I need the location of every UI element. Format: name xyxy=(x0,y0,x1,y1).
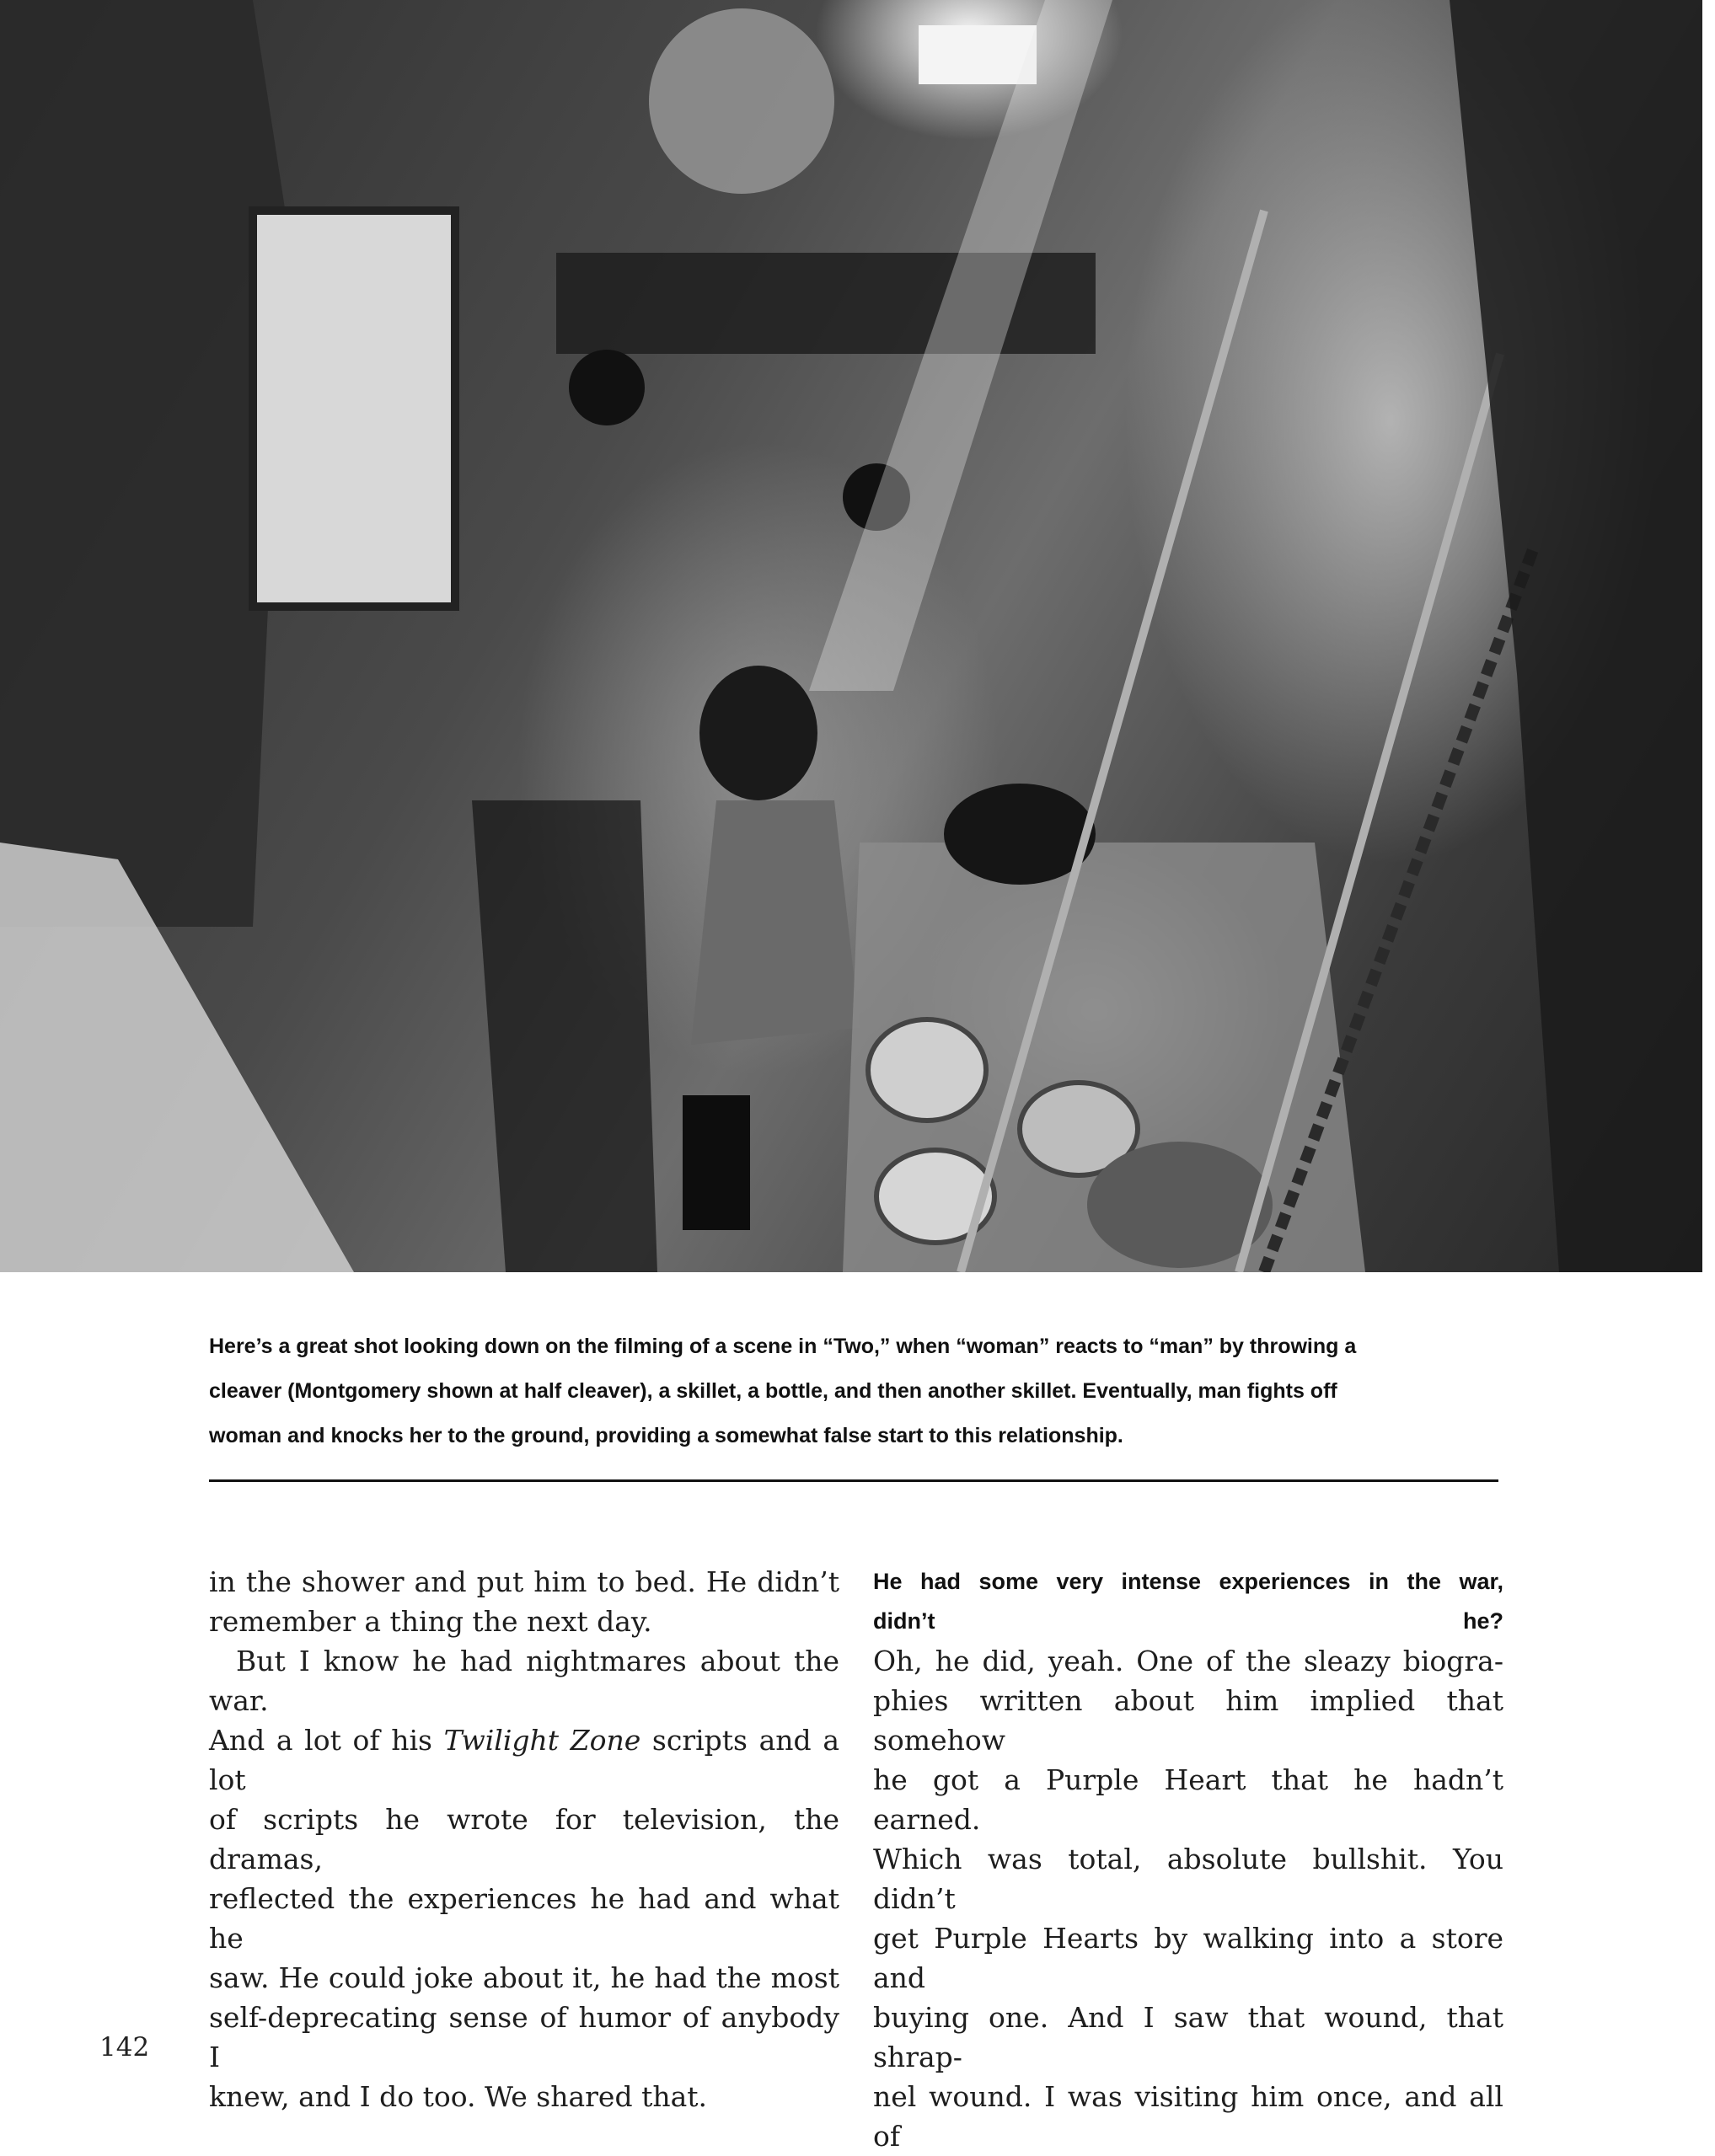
text-line xyxy=(209,1720,839,1800)
paragraph xyxy=(209,1641,839,2116)
text-segment: scripts and a lot xyxy=(209,1724,840,1796)
text-line: knew, and I do too. We shared that. xyxy=(209,2080,708,2113)
photo-caption xyxy=(209,1324,1498,1458)
left-column xyxy=(209,1562,839,2116)
caption-divider xyxy=(209,1479,1498,1482)
question-line: He had some very intense experiences in the war, xyxy=(873,1569,1503,1594)
text-line: self-deprecating sense of humor of anybody I xyxy=(209,2001,839,2073)
text-line: buying one. And I saw that wound, that shrap- xyxy=(873,2001,1503,2073)
text-line: of scripts he wrote for television, the dramas, xyxy=(209,1803,839,1875)
text-line: But I know he had nightmares about the war. xyxy=(209,1645,839,1717)
interview-answer xyxy=(873,1641,1503,2156)
text-line: in the shower and put him to bed. He didn’t xyxy=(209,1565,839,1598)
text-line: Which was total, absolute bullshit. You didn’t xyxy=(873,1843,1503,1915)
interview-question xyxy=(873,1562,1503,1641)
caption-line: woman and knocks her to the ground, providing a somewhat false start to this relationship. xyxy=(209,1424,1123,1447)
text-line: Oh, he did, yeah. One of the sleazy biogra- xyxy=(873,1645,1503,1677)
show-title: Twilight Zone xyxy=(443,1724,641,1757)
text-segment: And a lot of his xyxy=(209,1724,444,1757)
paragraph xyxy=(209,1562,839,1641)
caption-line: Here’s a great shot looking down on the filming of a scene in “Two,” when “woman” reacts to “man” by throwing a xyxy=(209,1335,1357,1358)
right-column xyxy=(873,1562,1503,2156)
text-line: saw. He could joke about it, he had the most xyxy=(209,1961,839,1994)
text-line: remember a thing the next day. xyxy=(209,1605,652,1638)
caption-line: cleaver (Montgomery shown at half cleaver), a skillet, a bottle, and then another skillet. Eventually, man fights off xyxy=(209,1379,1337,1403)
text-line: reflected the experiences he had and what he xyxy=(209,1882,839,1955)
text-line: he got a Purple Heart that he hadn’t earned. xyxy=(873,1763,1503,1836)
text-line: get Purple Hearts by walking into a store and xyxy=(873,1922,1503,1994)
text-line: nel wound. I was visiting him once, and all of xyxy=(873,2080,1503,2153)
question-line: didn’t he? xyxy=(873,1608,1503,1634)
page-number: 142 xyxy=(99,2032,150,2062)
text-line: phies written about him implied that somehow xyxy=(873,1684,1503,1757)
